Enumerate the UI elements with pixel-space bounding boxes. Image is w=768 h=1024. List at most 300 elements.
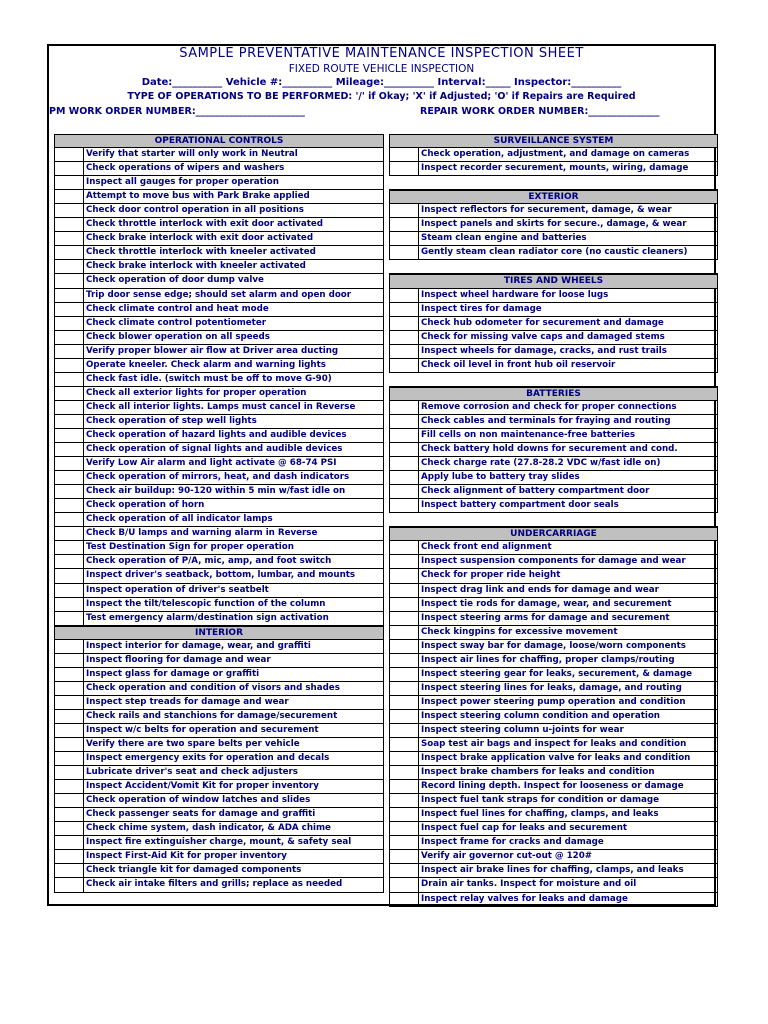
status-entry-box[interactable]: [389, 218, 419, 231]
checklist-item-text: Inspect driver's seatback, bottom, lumbar, and mounts: [84, 569, 384, 582]
status-entry-box[interactable]: [389, 766, 419, 779]
section-batteries: BATTERIES: [389, 387, 718, 401]
checklist-row: [389, 696, 718, 710]
status-entry-box[interactable]: [389, 555, 419, 568]
checklist-item-text: Inspect steering arms for damage and securement: [419, 612, 718, 625]
checklist-row: [389, 345, 718, 359]
checklist-row: [54, 527, 384, 541]
status-entry-box[interactable]: [54, 471, 84, 484]
checklist-row: [389, 162, 718, 176]
checklist-item-text: Check battery hold downs for securement and cond.: [419, 443, 718, 456]
status-entry-box[interactable]: [389, 780, 419, 793]
checklist-item-text: Inspect wheels for damage, cracks, and rust trails: [419, 345, 718, 358]
status-entry-box[interactable]: [389, 541, 419, 554]
status-entry-box[interactable]: [54, 822, 84, 835]
checklist-row: [54, 612, 384, 626]
checklist-item-text: Inspect all gauges for proper operation: [84, 176, 384, 189]
checklist-item-text: Inspect reflectors for securement, damage, & wear: [419, 204, 718, 217]
status-entry-box[interactable]: [389, 612, 419, 625]
tires-list: [389, 289, 718, 373]
section-tires-and-wheels: TIRES AND WHEELS: [389, 274, 718, 288]
status-entry-box[interactable]: [389, 808, 419, 821]
status-entry-box[interactable]: [54, 682, 84, 695]
status-entry-box[interactable]: [54, 359, 84, 372]
checklist-row: [389, 654, 718, 668]
checklist-row: [54, 190, 384, 204]
checklist-item-text: Inspect flooring for damage and wear: [84, 654, 384, 667]
checklist-item-text: Check for missing valve caps and damaged stems: [419, 331, 718, 344]
checklist-item-text: Inspect w/c belts for operation and securement: [84, 724, 384, 737]
checklist-row: [54, 541, 384, 555]
checklist-row: [389, 626, 718, 640]
checklist-item-text: Check front end alignment: [419, 541, 718, 554]
checklist-item-text: Check climate control and heat mode: [84, 303, 384, 316]
checklist-item-text: Test emergency alarm/destination sign activation: [84, 612, 384, 625]
checklist-item-text: Inspect operation of driver's seatbelt: [84, 584, 384, 597]
checklist-row: [389, 359, 718, 373]
checklist-item-text: Check brake interlock with exit door activated: [84, 232, 384, 245]
status-entry-box[interactable]: [54, 387, 84, 400]
status-entry-box[interactable]: [389, 794, 419, 807]
checklist-item-text: Check climate control potentiometer: [84, 317, 384, 330]
status-entry-box[interactable]: [389, 668, 419, 681]
repair-work-order-field[interactable]: REPAIR WORK ORDER NUMBER:_______________: [420, 106, 660, 117]
status-entry-box[interactable]: [54, 331, 84, 344]
checklist-item-text: Check blower operation on all speeds: [84, 331, 384, 344]
checklist-row: [389, 724, 718, 738]
checklist-row: [389, 584, 718, 598]
checklist-item-text: Verify that starter will only work in Neutral: [84, 148, 384, 161]
checklist-item-text: Check operation and condition of visors and shades: [84, 682, 384, 695]
checklist-item-text: Inspect drag link and ends for damage and wear: [419, 584, 718, 597]
checklist-item-text: Check all interior lights. Lamps must cancel in Reverse: [84, 401, 384, 414]
checklist-row: [54, 331, 384, 345]
checklist-item-text: Check air buildup: 90-120 within 5 min w/fast idle on: [84, 485, 384, 498]
spacer-row: [389, 373, 718, 387]
checklist-item-text: Inspect emergency exits for operation and decals: [84, 752, 384, 765]
checklist-row: [54, 836, 384, 850]
checklist-row: [54, 246, 384, 260]
status-entry-box[interactable]: [54, 598, 84, 611]
checklist-row: [54, 752, 384, 766]
checklist-item-text: Inspect brake chambers for leaks and condition: [419, 766, 718, 779]
status-entry-box[interactable]: [389, 626, 419, 639]
checklist-row: [54, 148, 384, 162]
checklist-row: [54, 176, 384, 190]
status-entry-box[interactable]: [54, 317, 84, 330]
checklist-row: [54, 387, 384, 401]
status-entry-box[interactable]: [54, 850, 84, 863]
status-entry-box[interactable]: [54, 429, 84, 442]
status-entry-box[interactable]: [389, 401, 419, 414]
checklist-item-text: Check B/U lamps and warning alarm in Reverse: [84, 527, 384, 540]
checklist-row: [389, 668, 718, 682]
status-entry-box[interactable]: [54, 555, 84, 568]
status-entry-box[interactable]: [389, 457, 419, 470]
checklist-row: [54, 724, 384, 738]
checklist-row: [54, 864, 384, 878]
checklist-item-text: Check for proper ride height: [419, 569, 718, 582]
checklist-item-text: Check all exterior lights for proper operation: [84, 387, 384, 400]
status-entry-box[interactable]: [389, 317, 419, 330]
status-entry-box[interactable]: [54, 401, 84, 414]
checklist-row: [54, 850, 384, 864]
status-entry-box[interactable]: [54, 457, 84, 470]
spacer-row: [389, 513, 718, 527]
checklist-row: [54, 289, 384, 303]
status-entry-box[interactable]: [389, 303, 419, 316]
checklist-row: [389, 499, 718, 513]
status-entry-box[interactable]: [389, 415, 419, 428]
checklist-row: [389, 289, 718, 303]
checklist-item-text: Inspect tires for damage: [419, 303, 718, 316]
status-entry-box[interactable]: [389, 682, 419, 695]
checklist-row: [54, 682, 384, 696]
checklist-row: [389, 401, 718, 415]
checklist-item-text: Inspect steering column u-joints for wear: [419, 724, 718, 737]
checklist-item-text: Inspect recorder securement, mounts, wiring, damage: [419, 162, 718, 175]
checklist-item-text: Inspect interior for damage, wear, and graffiti: [84, 640, 384, 653]
checklist-item-text: Check operation of window latches and slides: [84, 794, 384, 807]
status-entry-box[interactable]: [54, 148, 84, 161]
operational-controls-list: [54, 148, 384, 626]
status-entry-box[interactable]: [389, 752, 419, 765]
checklist-item-text: Inspect steering column condition and operation: [419, 710, 718, 723]
checklist-item-text: Test Destination Sign for proper operation: [84, 541, 384, 554]
checklist-item-text: Soap test air bags and inspect for leaks and condition: [419, 738, 718, 751]
checklist-row: [54, 710, 384, 724]
checklist-row: [54, 696, 384, 710]
checklist-row: [389, 541, 718, 555]
status-entry-box[interactable]: [54, 443, 84, 456]
status-entry-box[interactable]: [54, 541, 84, 554]
checklist-item-text: Check operation of signal lights and audible devices: [84, 443, 384, 456]
status-entry-box[interactable]: [389, 499, 419, 512]
surveillance-list: [389, 148, 718, 176]
status-entry-box[interactable]: [54, 345, 84, 358]
checklist-row: [54, 668, 384, 682]
status-entry-box[interactable]: [54, 864, 84, 877]
checklist-item-text: Check door control operation in all positions: [84, 204, 384, 217]
status-entry-box[interactable]: [54, 204, 84, 217]
checklist-item-text: Check charge rate (27.8-28.2 VDC w/fast idle on): [419, 457, 718, 470]
status-entry-box[interactable]: [54, 612, 84, 625]
status-entry-box[interactable]: [54, 766, 84, 779]
checklist-item-text: Inspect air lines for chaffing, proper clamps/routing: [419, 654, 718, 667]
checklist-item-text: Inspect power steering pump operation and condition: [419, 696, 718, 709]
status-entry-box[interactable]: [389, 443, 419, 456]
checklist-row: [54, 162, 384, 176]
status-entry-box[interactable]: [54, 780, 84, 793]
status-entry-box[interactable]: [389, 569, 419, 582]
status-entry-box[interactable]: [54, 696, 84, 709]
checklist-row: [389, 710, 718, 724]
checklist-row: [54, 584, 384, 598]
checklist-item-text: Lubricate driver's seat and check adjusters: [84, 766, 384, 779]
status-entry-box[interactable]: [389, 724, 419, 737]
checklist-row: [54, 359, 384, 373]
left-column: [54, 134, 384, 893]
interior-list: [54, 640, 384, 893]
checklist-row: [389, 415, 718, 429]
checklist-row: [389, 246, 718, 260]
status-entry-box[interactable]: [389, 864, 419, 877]
section-undercarriage: UNDERCARRIAGE: [389, 527, 718, 541]
status-entry-box[interactable]: [54, 752, 84, 765]
checklist-item-text: Verify air governor cut-out @ 120#: [419, 850, 718, 863]
status-entry-box[interactable]: [389, 738, 419, 751]
checklist-row: [54, 274, 384, 288]
checklist-row: [54, 640, 384, 654]
checklist-row: [54, 738, 384, 752]
checklist-item-text: Check operation of hazard lights and audible devices: [84, 429, 384, 442]
checklist-item-text: Check operation of door dump valve: [84, 274, 384, 287]
checklist-item-text: Check operation of step well lights: [84, 415, 384, 428]
checklist-row: [389, 808, 718, 822]
checklist-row: [54, 373, 384, 387]
checklist-item-text: Check operation of mirrors, heat, and dash indicators: [84, 471, 384, 484]
checklist-row: [54, 232, 384, 246]
status-entry-box[interactable]: [54, 724, 84, 737]
status-entry-box[interactable]: [389, 878, 419, 891]
checklist-row: [54, 485, 384, 499]
checklist-row: [54, 878, 384, 892]
checklist-item-text: Inspect suspension components for damage and wear: [419, 555, 718, 568]
checklist-row: [389, 780, 718, 794]
status-entry-box[interactable]: [54, 485, 84, 498]
status-entry-box[interactable]: [54, 527, 84, 540]
status-entry-box[interactable]: [389, 485, 419, 498]
checklist-row: [54, 401, 384, 415]
status-entry-box[interactable]: [389, 640, 419, 653]
checklist-row: [389, 893, 718, 907]
checklist-item-text: Inspect the tilt/telescopic function of the column: [84, 598, 384, 611]
checklist-item-text: Fill cells on non maintenance-free batteries: [419, 429, 718, 442]
checklist-item-text: Inspect tie rods for damage, wear, and securement: [419, 598, 718, 611]
checklist-item-text: Check rails and stanchions for damage/securement: [84, 710, 384, 723]
checklist-row: [54, 443, 384, 457]
checklist-row: [389, 232, 718, 246]
batteries-list: [389, 401, 718, 513]
checklist-item-text: Inspect panels and skirts for secure., damage, & wear: [419, 218, 718, 231]
checklist-row: [54, 260, 384, 274]
checklist-item-text: Inspect fuel lines for chaffing, clamps, and leaks: [419, 808, 718, 821]
checklist-item-text: Check throttle interlock with kneeler activated: [84, 246, 384, 259]
checklist-item-text: Check oil level in front hub oil reservoir: [419, 359, 718, 372]
checklist-row: [389, 640, 718, 654]
checklist-item-text: Operate kneeler. Check alarm and warning lights: [84, 359, 384, 372]
status-entry-box[interactable]: [389, 359, 419, 372]
status-entry-box[interactable]: [389, 696, 419, 709]
checklist-row: [389, 471, 718, 485]
section-surveillance-system: SURVEILLANCE SYSTEM: [389, 134, 718, 148]
checklist-row: [389, 148, 718, 162]
status-entry-box[interactable]: [54, 176, 84, 189]
checklist-item-text: Check kingpins for excessive movement: [419, 626, 718, 639]
status-entry-box[interactable]: [54, 289, 84, 302]
checklist-row: [389, 864, 718, 878]
status-entry-box[interactable]: [389, 345, 419, 358]
inspection-sheet: [47, 44, 716, 906]
checklist-row: [389, 878, 718, 892]
checklist-row: [54, 303, 384, 317]
checklist-row: [54, 415, 384, 429]
status-entry-box[interactable]: [54, 569, 84, 582]
status-entry-box[interactable]: [389, 331, 419, 344]
status-entry-box[interactable]: [389, 836, 419, 849]
status-entry-box[interactable]: [54, 710, 84, 723]
checklist-row: [54, 204, 384, 218]
status-entry-box[interactable]: [54, 232, 84, 245]
status-entry-box[interactable]: [54, 260, 84, 273]
checklist-item-text: Verify there are two spare belts per vehicle: [84, 738, 384, 751]
checklist-row: [389, 204, 718, 218]
checklist-row: [54, 499, 384, 513]
checklist-item-text: Check brake interlock with kneeler activated: [84, 260, 384, 273]
checklist-row: [389, 794, 718, 808]
checklist-item-text: Verify proper blower air flow at Driver area ducting: [84, 345, 384, 358]
checklist-item-text: Inspect step treads for damage and wear: [84, 696, 384, 709]
checklist-row: [389, 569, 718, 583]
status-entry-box[interactable]: [54, 162, 84, 175]
checklist-item-text: Check operation of P/A, mic, amp, and foot switch: [84, 555, 384, 568]
status-entry-box[interactable]: [389, 162, 419, 175]
status-entry-box[interactable]: [389, 710, 419, 723]
section-exterior: EXTERIOR: [389, 190, 718, 204]
pm-work-order-field[interactable]: PM WORK ORDER NUMBER:_______________________: [49, 106, 305, 117]
status-entry-box[interactable]: [54, 373, 84, 386]
checklist-item-text: Check hub odometer for securement and damage: [419, 317, 718, 330]
status-entry-box[interactable]: [54, 808, 84, 821]
status-entry-box[interactable]: [54, 513, 84, 526]
checklist-item-text: Inspect steering lines for leaks, damage, and routing: [419, 682, 718, 695]
status-entry-box[interactable]: [54, 640, 84, 653]
checklist-row: [54, 555, 384, 569]
checklist-row: [389, 429, 718, 443]
status-entry-box[interactable]: [54, 836, 84, 849]
checklist-item-text: Check operation of all indicator lamps: [84, 513, 384, 526]
right-column: [389, 134, 718, 907]
checklist-item-text: Inspect glass for damage or graffiti: [84, 668, 384, 681]
section-interior: INTERIOR: [54, 626, 384, 640]
status-entry-box[interactable]: [54, 415, 84, 428]
checklist-item-text: Inspect relay valves for leaks and damage: [419, 893, 718, 906]
checklist-item-text: Steam clean engine and batteries: [419, 232, 718, 245]
checklist-row: [54, 317, 384, 331]
checklist-item-text: Check throttle interlock with exit door activated: [84, 218, 384, 231]
checklist-item-text: Check operations of wipers and washers: [84, 162, 384, 175]
spacer-row: [389, 260, 718, 274]
status-entry-box[interactable]: [54, 190, 84, 203]
checklist-item-text: Inspect fuel tank straps for condition or damage: [419, 794, 718, 807]
status-entry-box[interactable]: [389, 148, 419, 161]
checklist-item-text: Verify Low Air alarm and light activate @ 68-74 PSI: [84, 457, 384, 470]
status-entry-box[interactable]: [389, 429, 419, 442]
checklist-item-text: Check operation, adjustment, and damage on cameras: [419, 148, 718, 161]
checklist-row: [54, 780, 384, 794]
checklist-item-text: Inspect fuel cap for leaks and securement: [419, 822, 718, 835]
status-entry-box[interactable]: [54, 738, 84, 751]
status-entry-box[interactable]: [389, 246, 419, 259]
status-entry-box[interactable]: [54, 584, 84, 597]
exterior-list: [389, 204, 718, 260]
checklist-row: [54, 654, 384, 668]
checklist-row: [54, 345, 384, 359]
status-entry-box[interactable]: [389, 654, 419, 667]
status-entry-box[interactable]: [389, 822, 419, 835]
checklist-row: [389, 752, 718, 766]
status-entry-box[interactable]: [389, 289, 419, 302]
status-entry-box[interactable]: [54, 246, 84, 259]
sheet-subtitle: FIXED ROUTE VEHICLE INSPECTION: [288, 63, 475, 75]
checklist-item-text: Drain air tanks. Inspect for moisture and oil: [419, 878, 718, 891]
status-entry-box[interactable]: [389, 471, 419, 484]
checklist-row: [54, 808, 384, 822]
spacer-row: [389, 176, 718, 190]
checklist-item-text: Trip door sense edge; should set alarm and open door: [84, 289, 384, 302]
status-entry-box[interactable]: [389, 598, 419, 611]
status-entry-box[interactable]: [389, 850, 419, 863]
checklist-item-text: Inspect brake application valve for leaks and condition: [419, 752, 718, 765]
checklist-item-text: Inspect First-Aid Kit for proper inventory: [84, 850, 384, 863]
checklist-row: [389, 822, 718, 836]
status-entry-box[interactable]: [389, 204, 419, 217]
status-entry-box[interactable]: [389, 584, 419, 597]
checklist-item-text: Inspect Accident/Vomit Kit for proper inventory: [84, 780, 384, 793]
checklist-item-text: Check triangle kit for damaged components: [84, 864, 384, 877]
status-entry-box[interactable]: [54, 303, 84, 316]
status-entry-box[interactable]: [54, 878, 84, 891]
checklist-item-text: Inspect wheel hardware for loose lugs: [419, 289, 718, 302]
checklist-item-text: Gently steam clean radiator core (no caustic cleaners): [419, 246, 718, 259]
status-entry-box[interactable]: [54, 274, 84, 287]
checklist-row: [389, 317, 718, 331]
checklist-row: [54, 471, 384, 485]
status-entry-box[interactable]: [54, 794, 84, 807]
status-entry-box[interactable]: [389, 232, 419, 245]
checklist-item-text: Inspect air brake lines for chaffing, clamps, and leaks: [419, 864, 718, 877]
checklist-item-text: Apply lube to battery tray slides: [419, 471, 718, 484]
checklist-row: [389, 836, 718, 850]
checklist-row: [54, 218, 384, 232]
checklist-row: [54, 513, 384, 527]
status-entry-box[interactable]: [54, 218, 84, 231]
status-entry-box[interactable]: [54, 499, 84, 512]
checklist-row: [389, 555, 718, 569]
status-entry-box[interactable]: [389, 893, 419, 906]
checklist-item-text: Inspect fire extinguisher charge, mount, & safety seal: [84, 836, 384, 849]
operation-types-legend: TYPE OF OPERATIONS TO BE PERFORMED: '/' if Okay; 'X' if Adjusted; 'O' if Repairs are Required: [127, 91, 636, 102]
checklist-item-text: Inspect frame for cracks and damage: [419, 836, 718, 849]
checklist-item-text: Attempt to move bus with Park Brake applied: [84, 190, 384, 203]
checklist-row: [54, 766, 384, 780]
checklist-item-text: Check cables and terminals for fraying and routing: [419, 415, 718, 428]
checklist-row: [389, 682, 718, 696]
checklist-item-text: Check air intake filters and grills; replace as needed: [84, 878, 384, 891]
checklist-row: [54, 794, 384, 808]
info-fields-line[interactable]: Date:__________ Vehicle #:__________ Mileage:__________ Interval:_____ Inspector:__________: [141, 77, 622, 88]
checklist-row: [389, 331, 718, 345]
checklist-row: [54, 822, 384, 836]
checklist-item-text: Inspect sway bar for damage, loose/worn components: [419, 640, 718, 653]
status-entry-box[interactable]: [54, 668, 84, 681]
checklist-row: [54, 569, 384, 583]
status-entry-box[interactable]: [54, 654, 84, 667]
checklist-item-text: Check operation of horn: [84, 499, 384, 512]
checklist-row: [389, 850, 718, 864]
section-operational-controls: OPERATIONAL CONTROLS: [54, 134, 384, 148]
checklist-row: [389, 457, 718, 471]
